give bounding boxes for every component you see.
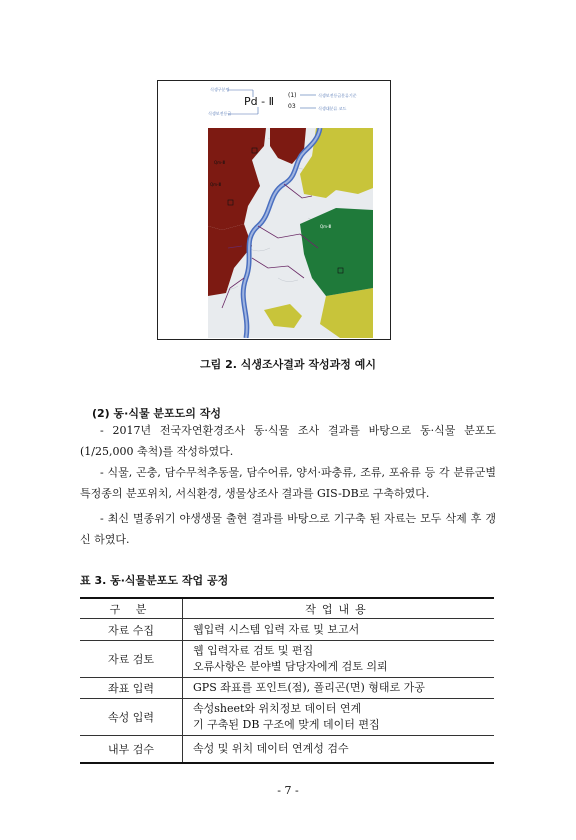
row-item: 좌표 입력 — [80, 678, 183, 699]
row-content — [183, 641, 495, 678]
row-line: 오류사항은 분야별 담당자에게 검토 의뢰 — [193, 660, 388, 673]
paragraph-text: - 최신 멸종위기 야생생물 출현 결과를 바탕으로 기구축 된 자료는 모두 삭제 후 갱신 하였다. — [80, 512, 496, 546]
paragraph-text: - 식물, 곤충, 담수무척추동물, 담수어류, 양서·파충류, 조류, 포유류 등 각 분류군별 특정종의 분포위치, 서식환경, 생물상조사 결과를 GIS-DB로 구축하였다. — [80, 466, 496, 500]
map-label: Qm-Ⅲ — [210, 182, 222, 187]
row-content — [183, 678, 495, 699]
table-row — [80, 678, 494, 699]
table-row — [80, 699, 494, 736]
row-content — [183, 736, 495, 764]
code-subscript: 03 — [288, 103, 296, 110]
table-row — [80, 619, 494, 641]
map-label: Qm-Ⅲ — [320, 224, 332, 229]
row-content — [183, 699, 495, 736]
page-number: - 7 - — [277, 784, 299, 797]
paragraph-2 — [80, 462, 496, 504]
annot-bottom-right: 식생대분류 코드 — [318, 106, 347, 111]
row-line: 속성sheet와 위치정보 데이터 연계 — [193, 702, 362, 715]
paragraph-1 — [80, 420, 496, 462]
row-line: 웹 입력자료 검토 및 편집 — [193, 644, 314, 657]
row-item: 자료 수집 — [80, 619, 183, 641]
annotation-arrows — [158, 81, 390, 125]
row-line: 속성 및 위치 데이터 연계성 검수 — [193, 742, 349, 755]
table-title: 표 3. 동·식물분포도 작업 공정 — [80, 574, 229, 587]
header-content: 작업내용 — [183, 598, 495, 619]
figure-caption: 그림 2. 식생조사결과 작성과정 예시 — [200, 358, 376, 371]
paragraph-text: - 2017년 전국자연환경조사 동·식물 조사 결과를 바탕으로 동·식물 분포도 (1/25,000 축척)를 작성하였다. — [80, 424, 496, 458]
table-row — [80, 641, 494, 678]
paragraph-3 — [80, 508, 496, 550]
code-legend — [158, 81, 390, 125]
section-heading: (2) 동·식물 분포도의 작성 — [92, 407, 222, 420]
vegetation-map — [208, 128, 373, 338]
map-label: Qm-Ⅲ — [214, 160, 226, 165]
row-content — [183, 619, 495, 641]
annot-top-right: 식생보전등급분류기준 — [318, 93, 357, 98]
row-item: 자료 검토 — [80, 641, 183, 678]
vegetation-figure — [157, 80, 391, 340]
row-line: 웹입력 시스템 입력 자료 및 보고서 — [193, 622, 360, 636]
annot-top-left: 식생구분명 — [210, 87, 230, 92]
row-line: GPS 좌표를 포인트(점), 폴리곤(면) 형태로 가공 — [193, 681, 425, 694]
annot-bottom-left: 식생보전등급 — [208, 111, 232, 116]
table-row — [80, 736, 494, 764]
code-superscript: (1) — [288, 92, 297, 99]
row-item: 속성 입력 — [80, 699, 183, 736]
row-line: 기 구축된 DB 구조에 맞게 데이터 편집 — [193, 718, 380, 731]
header-category: 구 분 — [80, 598, 183, 619]
work-process-table — [80, 597, 494, 764]
vegetation-code: Pd - Ⅱ — [244, 95, 274, 108]
row-item: 내부 검수 — [80, 736, 183, 764]
